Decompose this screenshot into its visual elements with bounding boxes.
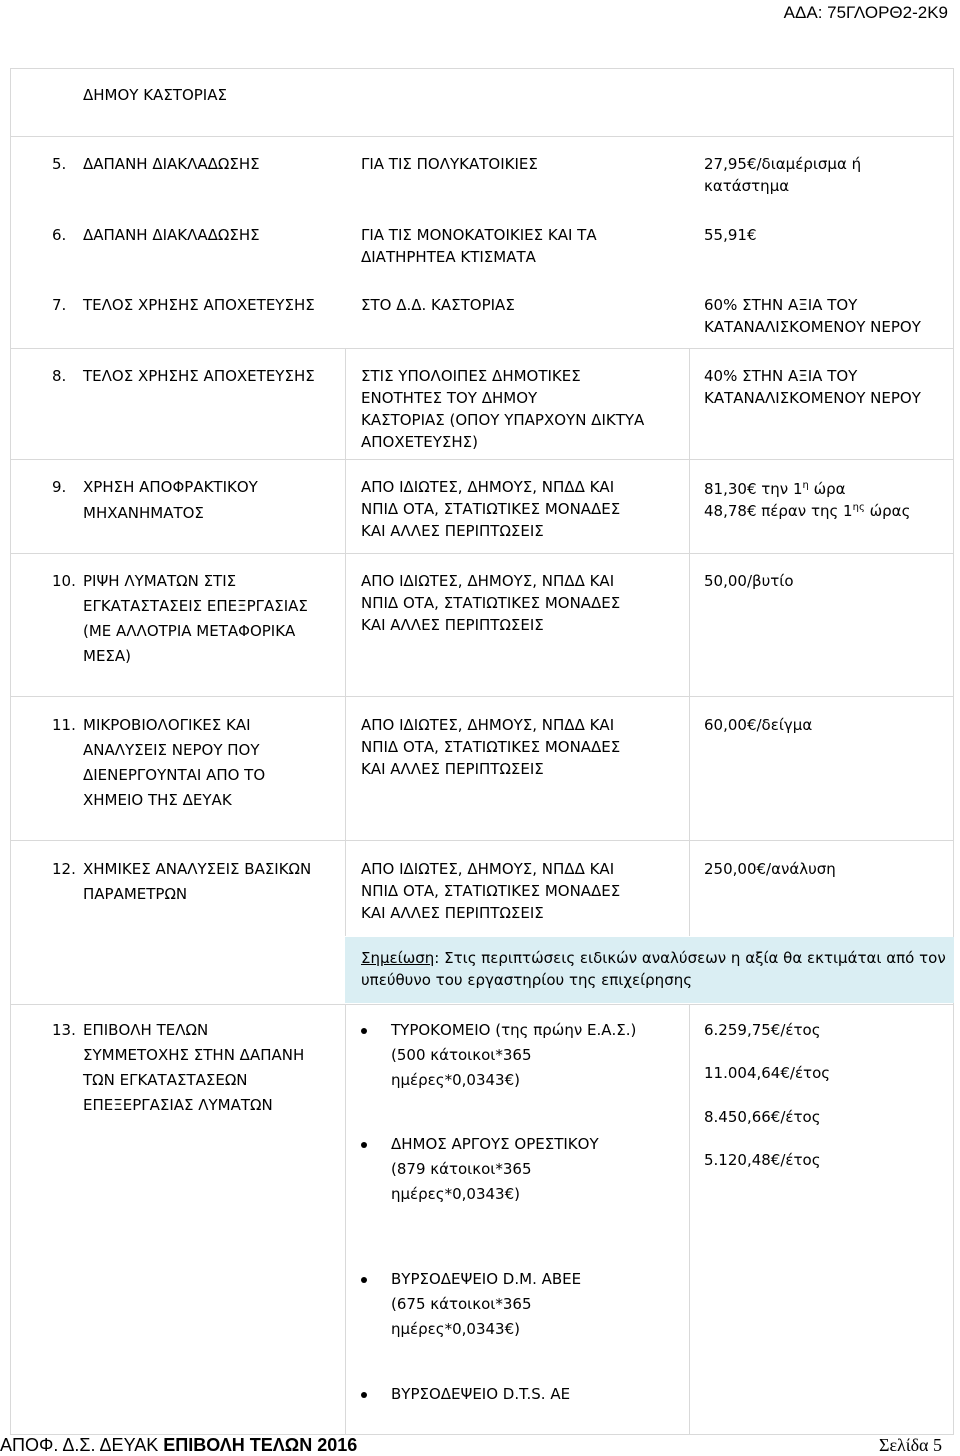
row-applies: ΑΠΟ ΙΔΙΩΤΕΣ, ΔΗΜΟΥΣ, ΝΠΔΔ ΚΑΙ xyxy=(361,478,615,496)
row-item: ΕΠΙΒΟΛΗ ΤΕΛΩΝ xyxy=(83,1021,209,1039)
row-divider xyxy=(10,459,954,460)
footer-prefix: ΑΠΟΦ. Δ.Σ. ΔΕΥΑΚ xyxy=(0,1435,164,1455)
column-divider xyxy=(345,1004,346,1435)
row-number: 8. xyxy=(52,367,67,385)
row-item: ΑΝΑΛΥΣΕΙΣ ΝΕΡΟΥ ΠΟΥ xyxy=(83,741,260,759)
row-item: ΔΙΕΝΕΡΓΟΥΝΤΑΙ ΑΠΟ ΤΟ xyxy=(83,766,266,784)
page-footer xyxy=(0,1432,960,1454)
entity-fee: 8.450,66€/έτος xyxy=(704,1108,821,1126)
row-divider xyxy=(10,840,954,841)
entity-detail: ημέρες*0,0343€) xyxy=(391,1185,520,1203)
column-divider xyxy=(345,348,346,936)
entity-detail: (500 κάτοικοι*365 xyxy=(391,1046,532,1064)
row-fee xyxy=(704,500,910,522)
column-divider xyxy=(689,1004,690,1435)
document-reference: ΑΔΑ: 75ΓΛΟΡΘ2-2Κ9 xyxy=(783,3,948,22)
row-number: 7. xyxy=(52,296,67,314)
row-fee: ΚΑΤΑΝΑΛΙΣΚΟΜΕΝΟΥ ΝΕΡΟΥ xyxy=(704,318,921,336)
entity-name: ΔΗΜΟΣ ΑΡΓΟΥΣ ΟΡΕΣΤΙΚΟΥ xyxy=(391,1135,599,1153)
bullet-icon xyxy=(361,1392,367,1398)
row-applies: ΑΠΟ ΙΔΙΩΤΕΣ, ΔΗΜΟΥΣ, ΝΠΔΔ ΚΑΙ xyxy=(361,860,615,878)
row-applies: ΓΙΑ ΤΙΣ ΠΟΛΥΚΑΤΟΙΚΙΕΣ xyxy=(361,155,538,173)
entity-detail: (675 κάτοικοι*365 xyxy=(391,1295,532,1313)
row-item: ΧΗΜΕΙΟ ΤΗΣ ΔΕΥΑΚ xyxy=(83,791,232,809)
row-fee: 60,00€/δείγμα xyxy=(704,716,813,734)
row-number: 11. xyxy=(52,716,76,734)
row-applies: ΣΤΙΣ ΥΠΟΛΟΙΠΕΣ ΔΗΜΟΤΙΚΕΣ xyxy=(361,367,581,385)
row-applies: ΝΠΙΔ ΟΤΑ, ΣΤΑΤΙΩΤΙΚΕΣ ΜΟΝΑΔΕΣ xyxy=(361,500,621,518)
row-number: 9. xyxy=(52,478,67,496)
entity-detail: (879 κάτοικοι*365 xyxy=(391,1160,532,1178)
row-divider xyxy=(10,1004,954,1005)
ordinal-suffix: η xyxy=(802,480,809,491)
row-item: ΕΓΚΑΤΑΣΤΑΣΕΙΣ ΕΠΕΞΡΓΑΣΙΑΣ xyxy=(83,597,308,615)
row-divider xyxy=(10,136,954,137)
fee-text: ώρας xyxy=(864,502,911,520)
entity-name: ΒΥΡΣΟΔΕΨΕΙΟ D.T.S. AE xyxy=(391,1385,571,1403)
note-body: : Στις περιπτώσεις ειδικών αναλύσεων η αξία θα εκτιμάται από τον υπεύθυνο του εργαστηρίου της επιχείρησης xyxy=(361,949,946,989)
row-fee: 27,95€/διαμέρισμα ή xyxy=(704,155,862,173)
row-item: ΤΕΛΟΣ ΧΡΗΣΗΣ ΑΠΟΧΕΤΕΥΣΗΣ xyxy=(83,296,315,314)
entity-detail: ημέρες*0,0343€) xyxy=(391,1320,520,1338)
row-applies: ΝΠΙΔ ΟΤΑ, ΣΤΑΤΙΩΤΙΚΕΣ ΜΟΝΑΔΕΣ xyxy=(361,594,621,612)
ordinal-suffix: ης xyxy=(852,502,865,513)
row-item: ΤΕΛΟΣ ΧΡΗΣΗΣ ΑΠΟΧΕΤΕΥΣΗΣ xyxy=(83,367,315,385)
bullet-icon xyxy=(361,1277,367,1283)
row-number: 6. xyxy=(52,226,67,244)
row-number: 13. xyxy=(52,1021,76,1039)
row-item: ΡΙΨΗ ΛΥΜΑΤΩΝ ΣΤΙΣ xyxy=(83,572,237,590)
row-applies: ΔΙΑΤΗΡΗΤΕΑ ΚΤΙΣΜΑΤΑ xyxy=(361,248,536,266)
row-item: ΠΑΡΑΜΕΤΡΩΝ xyxy=(83,885,188,903)
row-applies: ΑΠΟ ΙΔΙΩΤΕΣ, ΔΗΜΟΥΣ, ΝΠΔΔ ΚΑΙ xyxy=(361,716,615,734)
row-fee: 50,00/βυτίο xyxy=(704,572,794,590)
row-item: ΜΗΧΑΝΗΜΑΤΟΣ xyxy=(83,504,204,522)
entity-detail: ημέρες*0,0343€) xyxy=(391,1071,520,1089)
row-fee: κατάστημα xyxy=(704,177,790,195)
row-item: ΤΩΝ ΕΓΚΑΤΑΣΤΑΣΕΩΝ xyxy=(83,1071,248,1089)
row-number: 12. xyxy=(52,860,76,878)
row-item: ΧΗΜΙΚΕΣ ΑΝΑΛΥΣΕΙΣ ΒΑΣΙΚΩΝ xyxy=(83,860,312,878)
row-applies: ΚΑΙ ΑΛΛΕΣ ΠΕΡΙΠΤΩΣΕΙΣ xyxy=(361,522,544,540)
fee-text: 81,30€ την 1 xyxy=(704,480,803,498)
municipality-title: ΔΗΜΟΥ ΚΑΣΤΟΡΙΑΣ xyxy=(83,86,227,104)
row-applies: ΚΑΣΤΟΡΙΑΣ (ΟΠΟΥ ΥΠΑΡΧΟΥΝ ΔΙΚΤΥΑ xyxy=(361,411,645,429)
row-item: ΔΑΠΑΝΗ ΔΙΑΚΛΑΔΩΣΗΣ xyxy=(83,226,260,244)
row-fee: 40% ΣΤΗΝ ΑΞΙΑ ΤΟΥ xyxy=(704,367,858,385)
row-applies: ΝΠΙΔ ΟΤΑ, ΣΤΑΤΙΩΤΙΚΕΣ ΜΟΝΑΔΕΣ xyxy=(361,882,621,900)
row-item: ΜΙΚΡΟΒΙΟΛΟΓΙΚΕΣ ΚΑΙ xyxy=(83,716,251,734)
row-applies: ΚΑΙ ΑΛΛΕΣ ΠΕΡΙΠΤΩΣΕΙΣ xyxy=(361,760,544,778)
row-applies: ΓΙΑ ΤΙΣ ΜΟΝΟΚΑΤΟΙΚΙΕΣ ΚΑΙ ΤΑ xyxy=(361,226,597,244)
row-fee: 60% ΣΤΗΝ ΑΞΙΑ ΤΟΥ xyxy=(704,296,858,314)
column-divider xyxy=(689,348,690,936)
row-number: 5. xyxy=(52,155,67,173)
entity-fee: 6.259,75€/έτος xyxy=(704,1021,821,1039)
row-applies: ΑΠΟ ΙΔΙΩΤΕΣ, ΔΗΜΟΥΣ, ΝΠΔΔ ΚΑΙ xyxy=(361,572,615,590)
row-applies: ΕΝΟΤΗΤΕΣ ΤΟΥ ΔΗΜΟΥ xyxy=(361,389,538,407)
row-divider xyxy=(10,696,954,697)
entity-name: ΤΥΡΟΚΟΜΕΙΟ (της πρώην Ε.Α.Σ.) xyxy=(391,1021,637,1039)
entity-fee: 11.004,64€/έτος xyxy=(704,1064,831,1082)
row-divider xyxy=(10,348,954,349)
row-fee: 55,91€ xyxy=(704,226,757,244)
row-applies: ΚΑΙ ΑΛΛΕΣ ΠΕΡΙΠΤΩΣΕΙΣ xyxy=(361,616,544,634)
row-applies: ΝΠΙΔ ΟΤΑ, ΣΤΑΤΙΩΤΙΚΕΣ ΜΟΝΑΔΕΣ xyxy=(361,738,621,756)
row-item: ΔΑΠΑΝΗ ΔΙΑΚΛΑΔΩΣΗΣ xyxy=(83,155,260,173)
bullet-icon xyxy=(361,1142,367,1148)
footer-bold-title: ΕΠΙΒΟΛΗ ΤΕΛΩΝ 2016 xyxy=(163,1435,358,1455)
entity-name: ΒΥΡΣΟΔΕΨΕΙΟ D.M. ABEE xyxy=(391,1270,582,1288)
row-applies: ΣΤΟ Δ.Δ. ΚΑΣΤΟΡΙΑΣ xyxy=(361,296,515,314)
row-item: ΕΠΕΞΕΡΓΑΣΙΑΣ ΛΥΜΑΤΩΝ xyxy=(83,1096,273,1114)
row-item: ΣΥΜΜΕΤΟΧΗΣ ΣΤΗΝ ΔΑΠΑΝΗ xyxy=(83,1046,305,1064)
row-item: ΧΡΗΣΗ ΑΠΟΦΡΑΚΤΙΚΟΥ xyxy=(83,478,258,496)
row-applies: ΚΑΙ ΑΛΛΕΣ ΠΕΡΙΠΤΩΣΕΙΣ xyxy=(361,904,544,922)
fee-text: ώρα xyxy=(808,480,846,498)
row-fee: ΚΑΤΑΝΑΛΙΣΚΟΜΕΝΟΥ ΝΕΡΟΥ xyxy=(704,389,921,407)
page-number: Σελίδα 5 xyxy=(878,1435,942,1455)
row-fee xyxy=(704,478,846,500)
note-label: Σημείωση xyxy=(361,949,435,967)
row-applies: ΑΠΟΧΕΤΕΥΣΗΣ) xyxy=(361,433,478,451)
row-item: (ΜΕ ΑΛΛΟΤΡΙΑ ΜΕΤΑΦΟΡΙΚΑ xyxy=(83,622,296,640)
row-divider xyxy=(10,553,954,554)
row-item: ΜΕΣΑ) xyxy=(83,647,132,665)
row-fee: 250,00€/ανάλυση xyxy=(704,860,836,878)
note xyxy=(361,947,951,991)
footer-title xyxy=(0,1434,357,1456)
row-number: 10. xyxy=(52,572,76,590)
entity-fee: 5.120,48€/έτος xyxy=(704,1151,821,1169)
bullet-icon xyxy=(361,1028,367,1034)
fee-text: 48,78€ πέραν της 1 xyxy=(704,502,853,520)
